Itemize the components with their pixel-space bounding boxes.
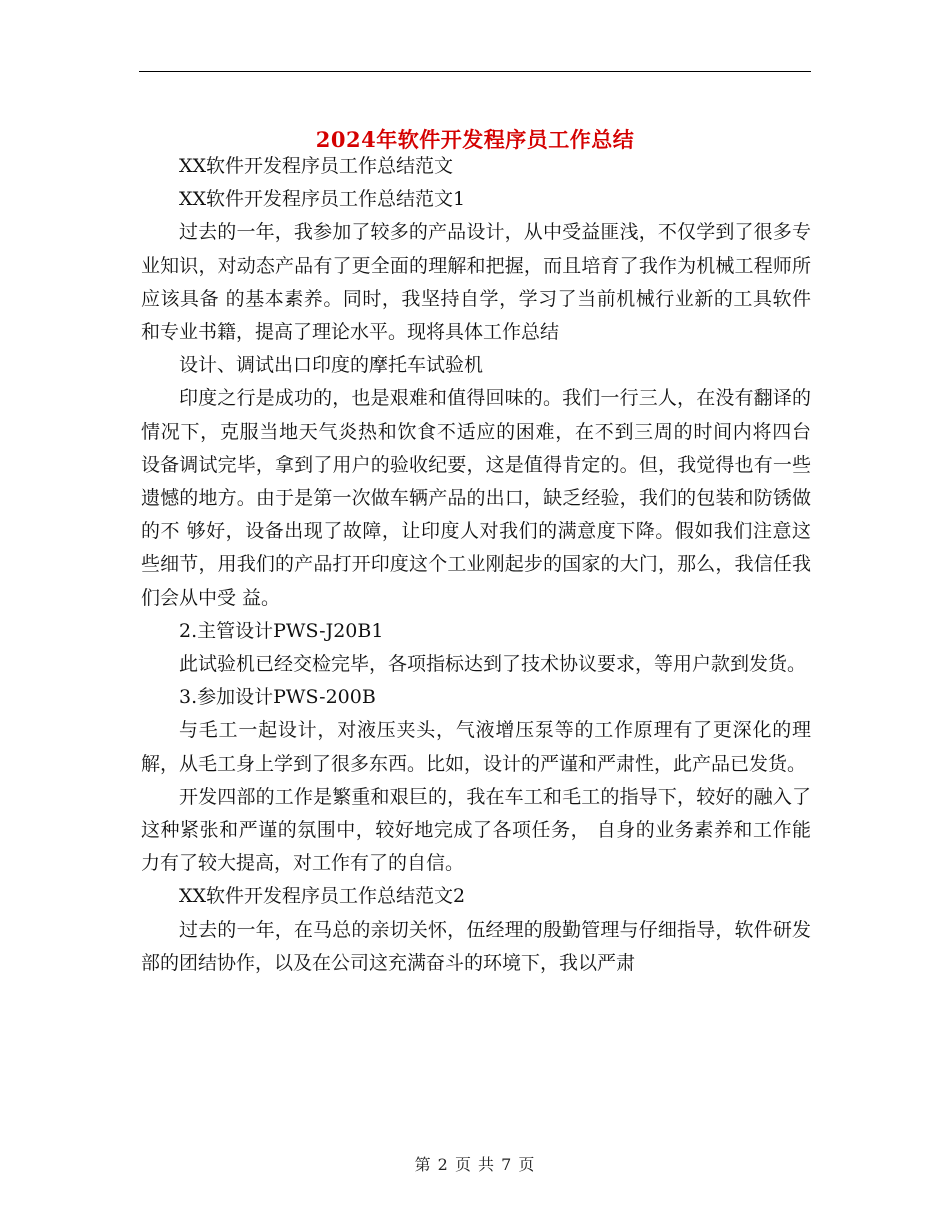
paragraph: XX软件开发程序员工作总结范文1 (179, 188, 466, 211)
paragraph: 过去的一年，在马总的亲切关怀，伍经理的殷勤管理与仔细指导，软件研发部的团结协作，以及在公司这充满奋斗的环境下，我以严肃 (141, 918, 811, 974)
paragraph: 开发四部的工作是繁重和艰巨的，我在车工和毛工的指导下，较好的融入了这种紧张和严谨的氛围中，较好地完成了各项任务， 自身的业务素养和工作能力有了较大提高，对工作有了的自信。 (141, 785, 811, 875)
paragraph: XX软件开发程序员工作总结范文 (179, 155, 454, 177)
paragraph: 与毛工一起设计，对液压夹头，气液增压泵等的工作原理有了更深化的理解，从毛工身上学到了很多东西。比如，设计的严谨和严肃性，此产品已发货。 (141, 719, 811, 775)
paragraph: XX软件开发程序员工作总结范文2 (179, 885, 466, 908)
paragraph: 2.主管设计PWS-J20B1 (179, 619, 384, 642)
paragraph: 设计、调试出口印度的摩托车试验机 (179, 354, 484, 377)
document-title: 2024年软件开发程序员工作总结 (315, 127, 635, 153)
header-rule (139, 71, 811, 72)
document-body (141, 150, 811, 980)
paragraph: 印度之行是成功的，也是艰难和值得回味的。我们一行三人，在没有翻译的情况下，克服当地天气炎热和饮食不适应的困难，在不到三周的时间内将四台 设备调试完毕，拿到了用户的验收纪要，这是值得肯定的。但，我觉得也有一些遗憾的地方。由于是第一次做车辆产品的出口，缺乏经验，我们的包装和防锈做的不 够好，设备出现了故障，让印度人对我们的满意度下降。假如我们注意这些细节，用我们的产品打开印度这个工业刚起步的国家的大门，那么，我信任我们会从中受 益。 (141, 387, 811, 609)
paragraph: 3.参加设计PWS-200B (179, 686, 376, 709)
page-number: 第 2 页 共 7 页 (414, 1155, 536, 1174)
paragraph: 此试验机已经交检完毕，各项指标达到了技术协议要求，等用户款到发货。 (179, 653, 807, 676)
paragraph: 过去的一年，我参加了较多的产品设计，从中受益匪浅，不仅学到了很多专业知识，对动态产品有了更全面的理解和把握，而且培育了我作为机械工程师所应该具备 的基本素养。同时，我坚持自学，学习了当前机械行业新的工具软件和专业书籍，提高了理论水平。现将具体工作总结 (141, 221, 811, 344)
